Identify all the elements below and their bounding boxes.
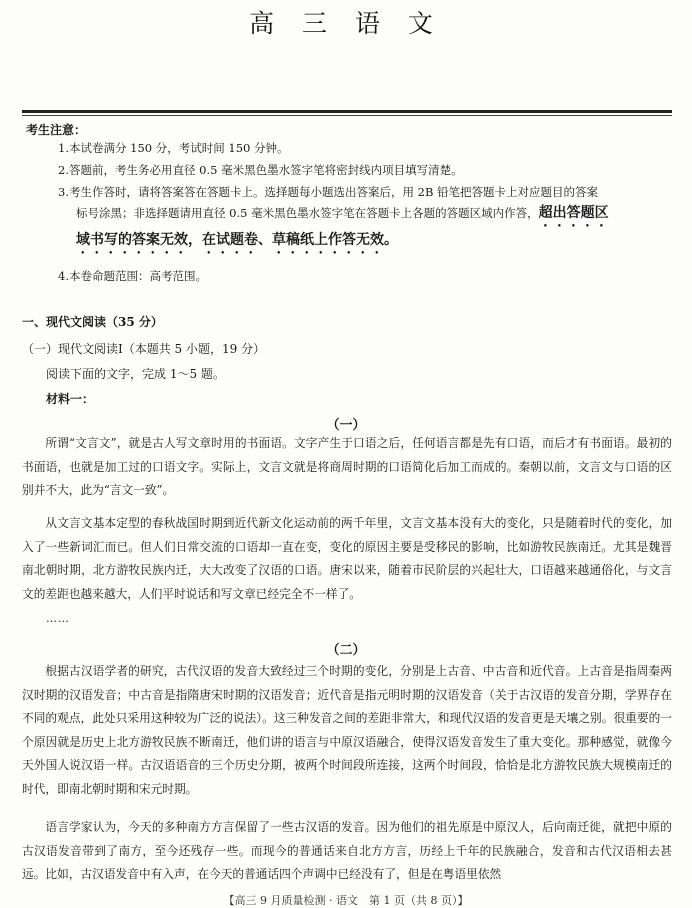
notice-item-3 [58, 182, 674, 257]
notice-item-2: 2.答题前，考生务必用直径 0.5 毫米黑色墨水签字笔将密封线内项目填写清楚。 [58, 163, 463, 177]
part1-heading: （一） [326, 418, 366, 433]
notice-item-1: 1.本试卷满分 150 分，考试时间 150 分钟。 [58, 141, 289, 155]
notice-emphasis-1: 超出答题区 [538, 205, 609, 221]
notice-item-3-line3 [58, 230, 674, 257]
part1-paragraph-2: 从文言文基本定型的春秋战国时期到近代新文化运动前的两千年里，文言文基本没有大的变化，只是随着时代的变化，加入了一些新词汇而已。但人们日常交流的口语却一直在变，变化的原因主要是受移民的影响，比如游牧民族南迁。尤其是魏晋南北朝时期，北方游牧民族内迁，大大改变了汉语的口语。唐宋以来，随着市民阶层的兴起壮大，口语越来越通俗化，与文言文的差距也越来越大，人们平时说话和写文章已经完全不一样了。 [22, 516, 672, 601]
part2-heading: （二） [326, 643, 366, 658]
ellipsis: …… [46, 612, 70, 625]
part2-paragraph-2: 语言学家认为，今天的多种南方方言保留了一些古汉语的发音。因为他们的祖先原是中原汉人，后向南迁徙，就把中原的古汉语发音带到了南方，至今还残存一些。而现今的普通话来自北方方言，历经上千年的民族融合，发音和古代汉语相去甚远。比如，古汉语发音中有入声，在今天的普通话四个声调中已经没有了，但是在粤语里依然 [22, 820, 672, 882]
notice-heading: 考生注意： [26, 123, 87, 137]
part1-paragraph-1: 所谓“文言文”，就是古人写文章时用的书面语。文字产生于口语之后，任何语言都是先有口语，而后才有书面语。最初的书面语，也就是加工过的口语文字。实际上，文言文就是将商周时期的口语简化后加工而成的。秦朝以前，文言文与口语的区别并不大，此为“言文一致”。 [22, 436, 672, 498]
notice-item-3-line1: 3.考生作答时，请将答案答在答题卡上。选择题每小题选出答案后，用 2B 铅笔把答题卡上对应题目的答案 [58, 185, 599, 199]
page-footer: 【高三 9 月质量检测 · 语文 第 1 页（共 8 页）】 [223, 894, 469, 907]
notice-item-3-line2: 标号涂黑；非选择题请用直径 0.5 毫米黑色墨水签字笔在答题卡上各题的答题区域内作答，超出答题区 [76, 205, 609, 221]
page-title: 高 三 语 文 [249, 9, 443, 38]
notice-emphasis-2: 域书写的答案无效，在试题卷、草稿纸上作答无效。 [76, 232, 398, 248]
material-label: 材料一： [46, 392, 95, 406]
notice-item-4: 4.本卷命题范围：高考范围。 [58, 269, 207, 283]
subsection-heading: （一）现代文阅读Ⅰ（本题共 5 小题，19 分） [22, 342, 266, 356]
part2-paragraph-1: 根据古汉语学者的研究，古代汉语的发音大致经过三个时期的变化，分别是上古音、中古音和近代音。上古音是指周秦两汉时期的汉语发音；中古音是指隋唐宋时期的汉语发音；近代音是指元明时期的汉语发音（关于古汉语的发音分期，学界存在不同的观点，此处只采用这种较为广泛的说法）。这三种发音之间的差距非常大，和现代汉语的发音更是天壤之别。很重要的一个原因就是历史上北方游牧民族不断南迁，他们讲的语言与中原汉语融合，使得汉语发音发生了重大变化。那种感觉，就像今天外国人说汉语一样。古汉语语音的三个历史分期，被两个时间段所连接，这两个时间段，恰恰是北方游牧民族大规模南迁的时代，即南北朝时期和宋元时期。 [22, 664, 672, 796]
divider-thin [22, 115, 672, 116]
instruction: 阅读下面的文字，完成 1～5 题。 [46, 367, 225, 381]
divider-thick [22, 110, 672, 113]
section-heading: 一、现代文阅读（35 分） [22, 315, 163, 329]
